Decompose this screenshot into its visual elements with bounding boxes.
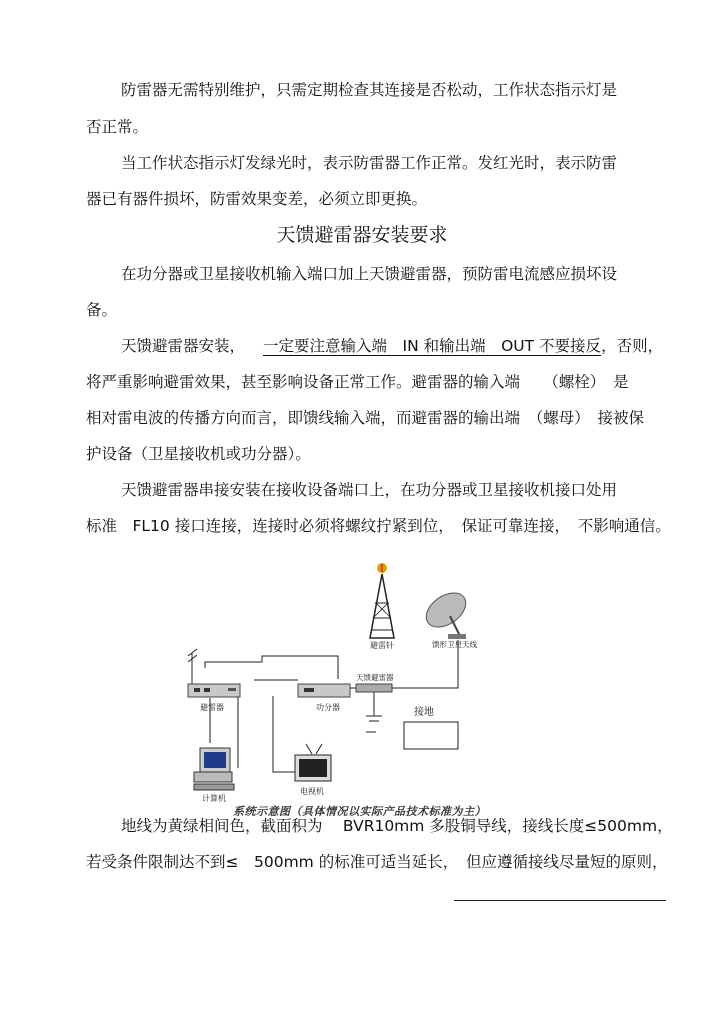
paragraph-3-line-1: 在功分器或卫星接收机输入端口加上天馈避雷器，预防雷电流感应损坏设 [121, 265, 618, 283]
paragraph-3-line-2: 备。 [86, 301, 118, 319]
computer-label: 计算机 [202, 794, 226, 803]
tv-label: 电视机 [300, 787, 324, 796]
p4-underlined-warning: 一定要注意输入端 IN 和输出端 OUT 不要接反 [263, 337, 602, 355]
ground-label: 接地 [414, 707, 434, 718]
section-title: 天馈避雷器安装要求 [276, 224, 448, 246]
splitter-label: 功分器 [316, 703, 340, 712]
tv-icon [295, 744, 331, 781]
paragraph-2-line-2: 器已有器件损坏，防雷效果变差，必须立即更换。 [86, 190, 428, 208]
lightning-rod-icon [370, 563, 394, 638]
paragraph-6-line-2: 若受条件限制达不到≤ 500mm 的标准可适当延长， 但应遵循接线尽量短的原则， [86, 853, 668, 871]
lightning-rod-label: 避雷针 [370, 641, 394, 650]
figure-caption: 系统示意图（具体情况以实际产品技术标准为主） [233, 805, 486, 818]
paragraph-4-line-4: 护设备（卫星接收机或功分器）。 [86, 445, 311, 463]
arrester-label: 天馈避雷器 [356, 673, 394, 682]
ground-box [404, 722, 458, 749]
paragraph-4-line-3: 相对雷电波的传播方向而言，即馈线输入端，而避雷器的输出端 （螺母） 接被保 [86, 409, 645, 427]
paragraph-6-line-1: 地线为黄绿相间色，截面积为 BVR10mm 多股铜导线，接线长度≤500mm， [121, 817, 673, 835]
satellite-dish-icon [420, 586, 472, 639]
paragraph-1-line-2: 否正常。 [86, 118, 149, 136]
paragraph-4-line-2: 将严重影响避雷效果，甚至影响设备正常工作。避雷器的输入端 （螺栓） 是 [86, 373, 629, 391]
splitter-device-icon [298, 684, 350, 697]
dish-label: 馈形卫星天线 [432, 640, 477, 649]
system-diagram [170, 558, 560, 828]
p4-text-a: 天馈避雷器安装， [121, 337, 246, 355]
receiver-label: 避雷器 [200, 703, 224, 712]
arrester-device-icon [350, 684, 392, 732]
computer-icon [194, 748, 234, 790]
paragraph-4-line-1 [121, 334, 663, 356]
receiver-device-icon [188, 684, 240, 697]
p4-text-c: ，否则， [601, 337, 664, 355]
paragraph-1-line-1: 防雷器无需特别维护，只需定期检查其连接是否松动，工作状态指示灯是 [121, 81, 618, 99]
paragraph-5-line-2: 标准 FL10 接口连接，连接时必须将螺纹拧紧到位， 保证可靠连接， 不影响通信。 [86, 517, 671, 535]
paragraph-5-line-1: 天馈避雷器串接安装在接收设备端口上，在功分器或卫星接收机接口处用 [121, 481, 618, 499]
paragraph-2-line-1: 当工作状态指示灯发绿光时，表示防雷器工作正常。发红光时，表示防雷 [121, 154, 618, 172]
footer-rule [454, 900, 666, 901]
